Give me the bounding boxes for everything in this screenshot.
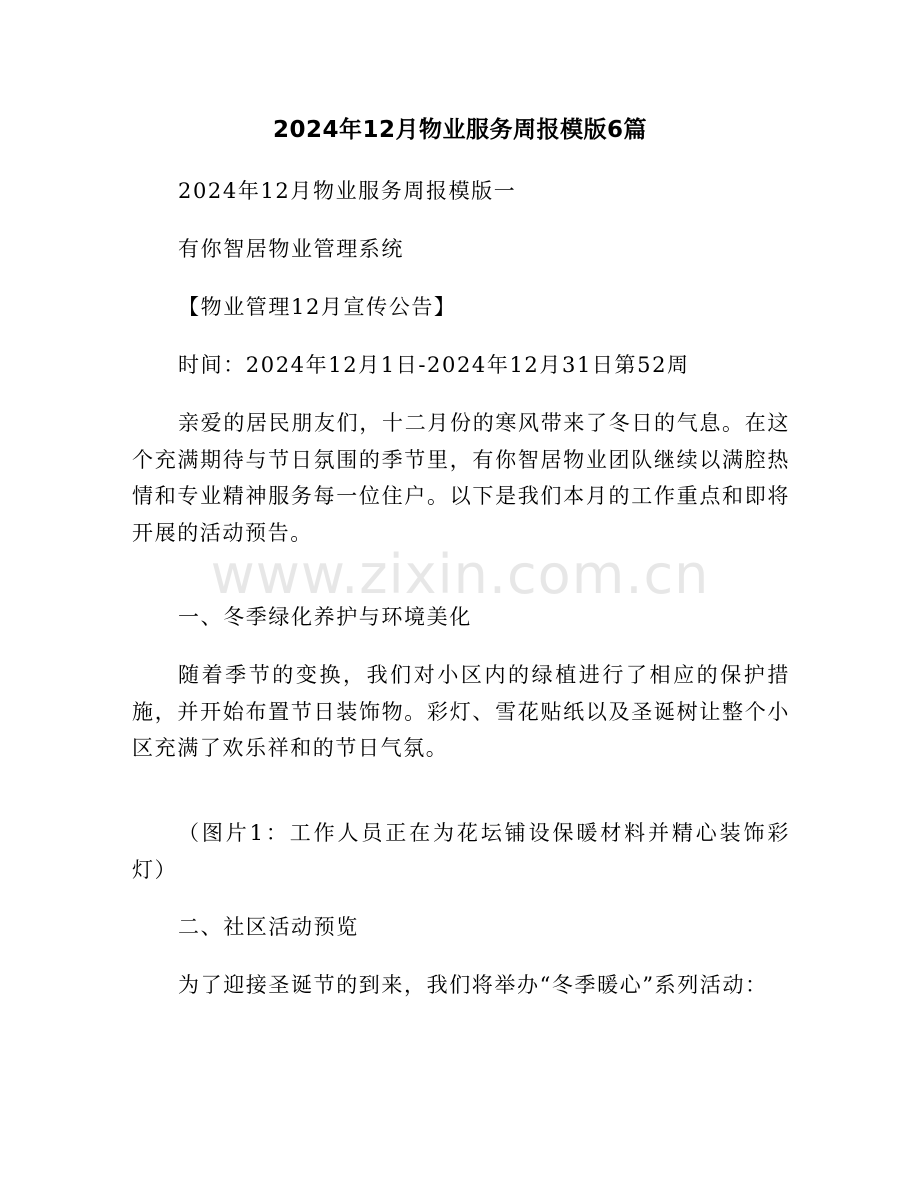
section-heading-activities: 二、社区活动预览 [178,915,359,939]
subtitle-paragraph: 2024年12月物业服务周报模版一 [178,179,517,203]
announcement-heading: 【物业管理12月宣传公告】 [178,295,457,319]
section-heading-greening: 一、冬季绿化养护与环境美化 [178,605,472,629]
system-name-paragraph: 有你智居物业管理系统 [178,237,404,261]
greening-paragraph: 随着季节的变换，我们对小区内的绿植进行了相应的保护措施，并开始布置节日装饰物。彩灯、雪花贴纸以及圣诞树让整个小区充满了欢乐祥和的节日气氛。 [132,663,790,760]
image-caption-paragraph: （图片1：工作人员正在为花坛铺设保暖材料并精心装饰彩灯） [132,821,790,882]
time-paragraph: 时间：2024年12月1日-2024年12月31日第52周 [178,353,690,377]
watermark: www.zixin.com.cn [210,543,710,606]
document-title: 2024年12月物业服务周报模版6篇 [272,117,648,143]
activities-intro-paragraph: 为了迎接圣诞节的到来，我们将举办“冬季暖心”系列活动： [178,973,768,997]
intro-paragraph: 亲爱的居民朋友们，十二月份的寒风带来了冬日的气息。在这个充满期待与节日氛围的季节里，有你智居物业团队继续以满腔热情和专业精神服务每一位住户。以下是我们本月的工作重点和即将开展的活动预告。 [132,411,790,545]
